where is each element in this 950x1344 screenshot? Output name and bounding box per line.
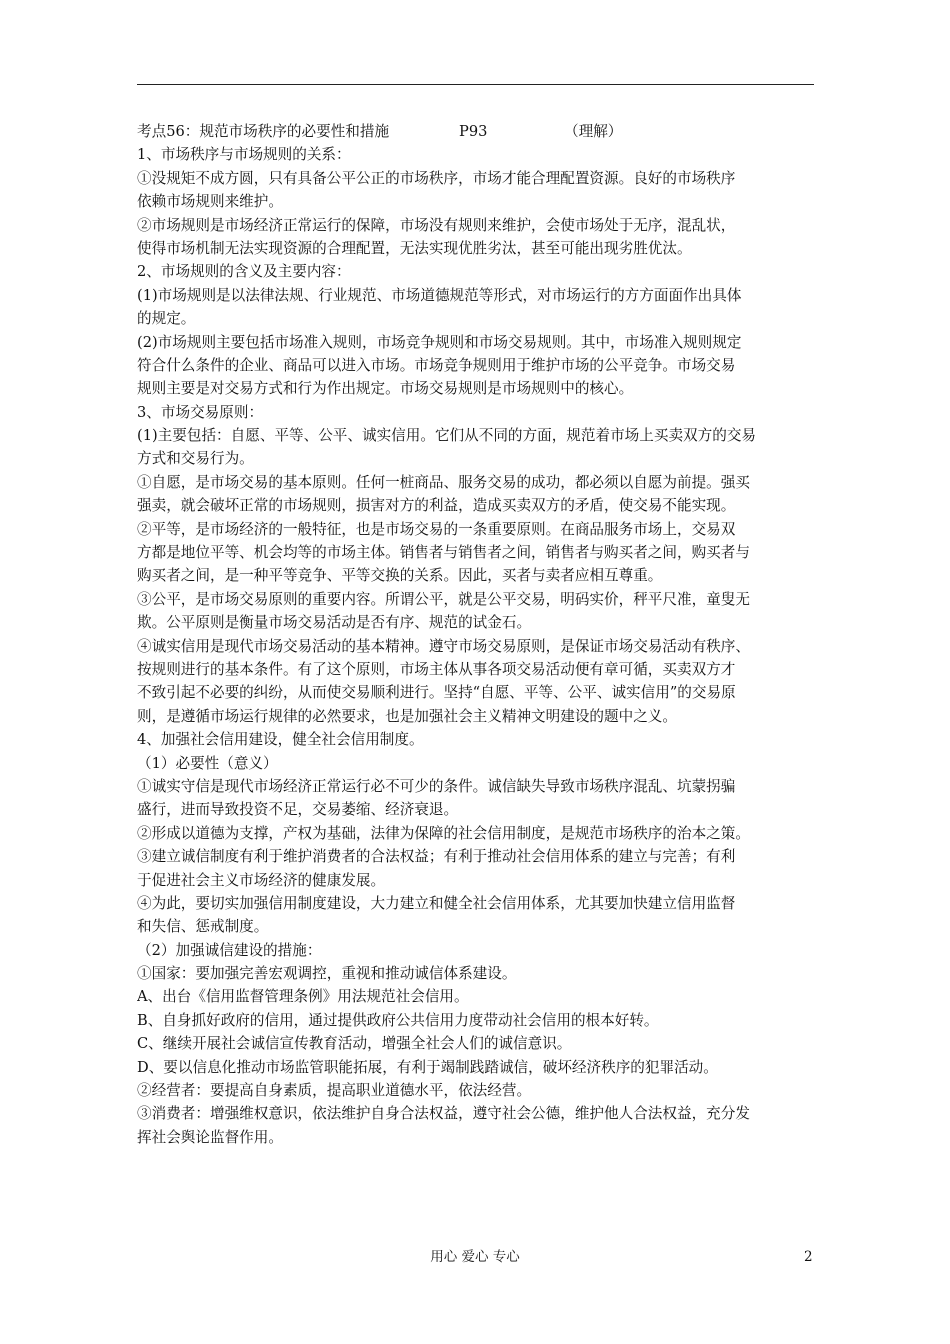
- text-line: C、继续开展社会诚信宣传教育活动，增强全社会人们的诚信意识。: [137, 1035, 572, 1053]
- text-line: 方都是地位平等、机会均等的市场主体。销售者与销售者之间，销售者与购买者之间，购买者与: [137, 544, 750, 562]
- text-line: 购买者之间，是一种平等竞争、平等交换的关系。因此，买者与卖者应相互尊重。: [137, 567, 663, 585]
- text-line: ①诚实守信是现代市场经济正常运行必不可少的条件。诚信缺失导致市场秩序混乱、坑蒙拐骗: [137, 777, 736, 795]
- text-line: ②市场规则是市场经济正常运行的保障，市场没有规则来维护，会使市场处于无序，混乱状，: [137, 216, 736, 234]
- text-line: （1）必要性（意义）: [137, 754, 278, 772]
- text-line: ③公平，是市场交易原则的重要内容。所谓公平，就是公平交易，明码实价，秤平尺准，童叟无: [137, 590, 750, 608]
- text-line: ①没规矩不成方圆，只有具备公平公正的市场秩序，市场才能合理配置资源。良好的市场秩序: [137, 169, 736, 187]
- section-title-text: 考点56：规范市场秩序的必要性和措施: [137, 123, 390, 140]
- text-line: ②形成以道德为支撑，产权为基础，法律为保障的社会信用制度，是规范市场秩序的治本之策。: [137, 824, 750, 842]
- text-line: 强卖，就会破坏正常的市场规则，损害对方的利益，造成买卖双方的矛盾，使交易不能实现。: [137, 497, 736, 515]
- text-line: 和失信、惩戒制度。: [137, 918, 269, 936]
- text-line: ④诚实信用是现代市场交易活动的基本精神。遵守市场交易原则，是保证市场交易活动有秩序、: [137, 637, 750, 655]
- text-line: ②平等，是市场经济的一般特征，也是市场交易的一条重要原则。在商品服务市场上，交易双: [137, 520, 736, 538]
- text-line: ②经营者：要提高自身素质，提高职业道德水平，依法经营。: [137, 1082, 532, 1100]
- section-title: [137, 120, 814, 143]
- text-line: (1)市场规则是以法律法规、行业规范、市场道德规范等形式，对市场运行的方方面面作出具体: [137, 286, 742, 304]
- requirement-level: （理解）: [564, 123, 623, 140]
- text-line: ④为此，要切实加强信用制度建设，大力建立和健全社会信用体系，尤其要加快建立信用监督: [137, 894, 736, 912]
- text-line: ①国家：要加强完善宏观调控，重视和推动诚信体系建设。: [137, 965, 517, 983]
- text-line: 方式和交易行为。: [137, 450, 254, 468]
- text-line: 符合什么条件的企业、商品可以进入市场。市场竞争规则用于维护市场的公平竞争。市场交易: [137, 356, 736, 374]
- text-line: (2)市场规则主要包括市场准入规则，市场竞争规则和市场交易规则。其中，市场准入规则规定: [137, 333, 742, 351]
- page-number: 2: [804, 1249, 813, 1265]
- text-line: (1)主要包括：自愿、平等、公平、诚实信用。它们从不同的方面，规范着市场上买卖双方的交易: [137, 427, 757, 445]
- text-line: 的规定。: [137, 310, 196, 328]
- text-line: ①自愿，是市场交易的基本原则。任何一桩商品、服务交易的成功，都必须以自愿为前提。强买: [137, 473, 750, 491]
- text-line: 于促进社会主义市场经济的健康发展。: [137, 871, 386, 889]
- text-line: 1、市场秩序与市场规则的关系：: [137, 146, 351, 164]
- text-line: 欺。公平原则是衡量市场交易活动是否有序、规范的试金石。: [137, 614, 532, 632]
- text-line: ③建立诚信制度有利于维护消费者的合法权益；有利于推动社会信用体系的建立与完善；有利: [137, 848, 736, 866]
- text-line: 4、加强社会信用建设，健全社会信用制度。: [137, 731, 424, 749]
- text-line: 依赖市场规则来维护。: [137, 193, 283, 211]
- text-line: B、自身抓好政府的信用，通过提供政府公共信用力度带动社会信用的根本好转。: [137, 1011, 659, 1029]
- text-line: 则，是遵循市场运行规律的必然要求，也是加强社会主义精神文明建设的题中之义。: [137, 707, 677, 725]
- text-line: 3、市场交易原则：: [137, 403, 264, 421]
- body-lines: [137, 143, 814, 1149]
- text-line: （2）加强诚信建设的措施：: [137, 941, 322, 959]
- footer-motto: 用心 爱心 专心: [430, 1249, 520, 1265]
- text-line: 规则主要是对交易方式和行为作出规定。市场交易规则是市场规则中的核心。: [137, 380, 634, 398]
- text-line: 挥社会舆论监督作用。: [137, 1128, 283, 1146]
- text-line: 盛行，进而导致投资不足，交易萎缩、经济衰退。: [137, 801, 459, 819]
- text-line: A、出台《信用监督管理条例》用法规范社会信用。: [137, 988, 469, 1006]
- document-body: [137, 120, 814, 1149]
- text-line: 使得市场机制无法实现资源的合理配置，无法实现优胜劣汰，甚至可能出现劣胜优汰。: [137, 239, 692, 257]
- text-line: D、要以信息化推动市场监管职能拓展，有利于竭制践踏诚信，破坏经济秩序的犯罪活动。: [137, 1058, 718, 1076]
- text-line: ③消费者：增强维权意识，依法维护自身合法权益，遵守社会公德，维护他人合法权益，充分发: [137, 1105, 750, 1123]
- text-line: 2、市场规则的含义及主要内容：: [137, 263, 351, 281]
- text-line: 按规则进行的基本条件。有了这个原则，市场主体从事各项交易活动便有章可循，买卖双方才: [137, 660, 736, 678]
- header-rule: [137, 84, 814, 85]
- page-reference: P93: [459, 123, 488, 140]
- text-line: 不致引起不必要的纠纷，从而使交易顺利进行。坚持“自愿、平等、公平、诚实信用”的交易原: [137, 684, 736, 702]
